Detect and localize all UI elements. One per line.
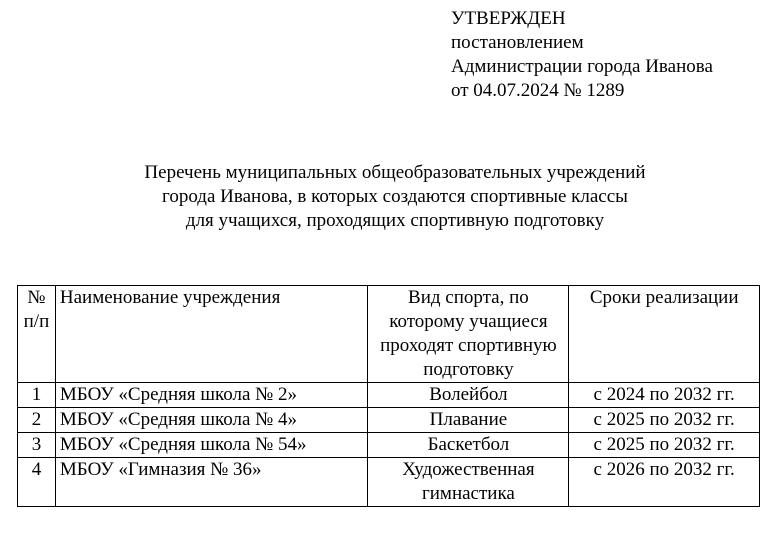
approval-line-administration: Администрации города Иванова <box>451 56 713 77</box>
header-name: Наименование учреждения <box>55 286 368 383</box>
table-row <box>18 458 760 507</box>
row-sport: Баскетбол <box>368 433 569 458</box>
institutions-table <box>17 285 760 507</box>
approval-stamp <box>451 7 771 103</box>
row-sport: Плавание <box>368 408 569 433</box>
document-title <box>40 161 750 233</box>
row-period: с 2026 по 2032 гг. <box>569 458 760 507</box>
row-institution: МБОУ «Средняя школа № 2» <box>55 383 368 408</box>
header-number <box>18 286 56 383</box>
row-period: с 2025 по 2032 гг. <box>569 408 760 433</box>
row-institution: МБОУ «Средняя школа № 4» <box>55 408 368 433</box>
row-sport: Художественная гимнастика <box>368 458 569 507</box>
row-number: 3 <box>18 433 56 458</box>
table-row <box>18 408 760 433</box>
header-number-line-2: п/п <box>23 311 50 332</box>
row-period: с 2024 по 2032 гг. <box>569 383 760 408</box>
title-line-1: Перечень муниципальных общеобразовательных учреждений <box>144 162 646 183</box>
title-line-2: города Иванова, в которых создаются спортивные классы <box>162 186 628 207</box>
header-sport: Вид спорта, по которому учащиеся проходят спортивную подготовку <box>368 286 569 383</box>
title-line-3: для учащихся, проходящих спортивную подготовку <box>185 210 605 231</box>
row-sport: Волейбол <box>368 383 569 408</box>
approval-heading: УТВЕРЖДЕН <box>451 8 566 29</box>
row-number: 1 <box>18 383 56 408</box>
row-number: 2 <box>18 408 56 433</box>
row-number: 4 <box>18 458 56 507</box>
row-institution: МБОУ «Гимназия № 36» <box>55 458 368 507</box>
row-institution: МБОУ «Средняя школа № 54» <box>55 433 368 458</box>
approval-line-resolution: постановлением <box>451 32 584 53</box>
table-row <box>18 383 760 408</box>
approval-line-date-number: от 04.07.2024 № 1289 <box>451 80 625 101</box>
table-row <box>18 433 760 458</box>
header-period: Сроки реализации <box>569 286 760 383</box>
header-number-line-1: № <box>27 287 46 308</box>
row-period: с 2025 по 2032 гг. <box>569 433 760 458</box>
table-header-row <box>18 286 760 383</box>
